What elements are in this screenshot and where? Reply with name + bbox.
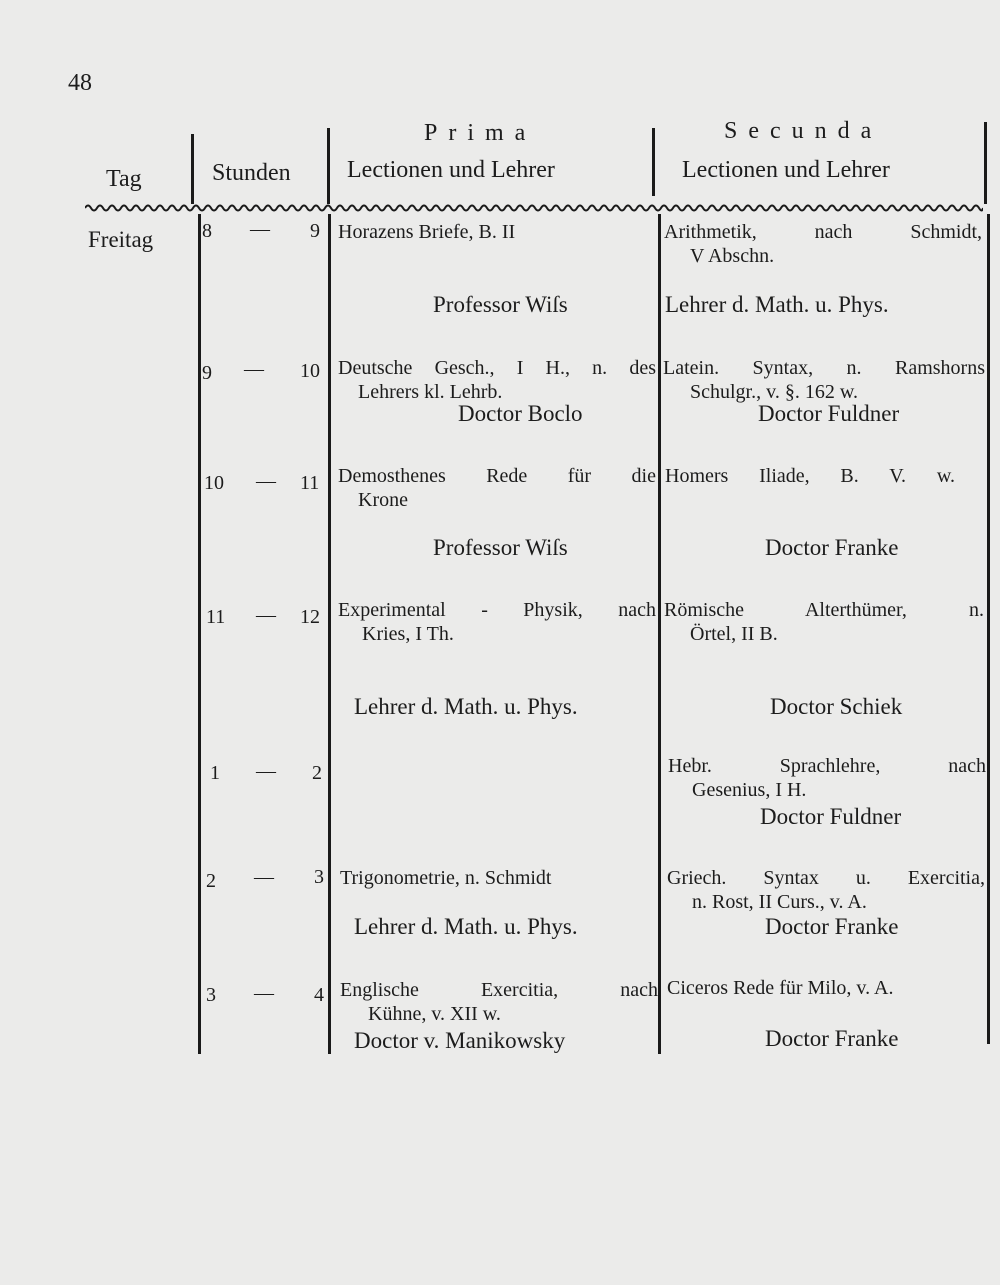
header-tag: Tag [106, 166, 142, 192]
hour-from: 8 [202, 220, 212, 242]
prima-lesson-line: Deutsche Gesch., I H., n. des [338, 357, 656, 379]
secunda-teacher: Doctor Franke [765, 1026, 899, 1051]
hour-from: 9 [202, 362, 212, 384]
day-label: Freitag [88, 227, 154, 252]
rule-body-1 [198, 214, 201, 1054]
secunda-lesson-line: Schulgr., v. §. 162 w. [690, 381, 858, 403]
secunda-lesson-line: n. Rost, II Curs., v. A. [692, 891, 867, 913]
secunda-lesson-line: Homers Iliade, B. V. w. [665, 465, 955, 487]
wavy-rule [85, 202, 983, 214]
secunda-teacher: Doctor Fuldner [760, 804, 902, 829]
prima-lesson-line: Demosthenes Rede für die [338, 465, 656, 487]
prima-lesson-line: Kries, I Th. [362, 623, 454, 645]
prima-teacher: Doctor Boclo [458, 401, 583, 426]
page-number: 48 [68, 70, 92, 96]
secunda-lesson-line: Hebr. Sprachlehre, nach [668, 755, 986, 777]
hour-dash: — [256, 604, 276, 626]
hour-to: 3 [314, 866, 324, 888]
header-secunda: Secunda [724, 118, 883, 144]
secunda-lesson-line: Örtel, II B. [690, 623, 778, 645]
hour-dash: — [250, 218, 270, 240]
hour-from: 2 [206, 870, 216, 892]
hour-from: 10 [204, 472, 224, 494]
rule-header-1 [191, 134, 194, 204]
rule-header-4 [984, 122, 987, 204]
prima-lesson-line: Krone [358, 489, 408, 511]
rule-body-3 [658, 214, 661, 1054]
hour-from: 11 [206, 606, 226, 628]
prima-teacher: Doctor v. Manikowsky [354, 1028, 566, 1053]
prima-lesson-line: Experimental - Physik, nach [338, 599, 656, 621]
hour-dash: — [254, 982, 274, 1004]
header-prima-sub: Lectionen und Lehrer [347, 157, 555, 183]
secunda-lesson-line: Ciceros Rede für Milo, v. A. [667, 977, 894, 999]
header-prima: Prima [424, 120, 537, 146]
secunda-teacher: Doctor Fuldner [758, 401, 900, 426]
hour-dash: — [254, 866, 274, 888]
hour-dash: — [256, 760, 276, 782]
rule-header-2 [327, 128, 330, 204]
prima-lesson-line: Trigonometrie, n. Schmidt [340, 867, 552, 889]
hour-to: 2 [312, 762, 322, 784]
rule-header-3 [652, 128, 655, 196]
secunda-lesson-line: V Abschn. [690, 245, 775, 267]
prima-teacher: Professor Wiſs [433, 292, 568, 317]
secunda-lesson-line: Arithmetik, nach Schmidt, [664, 221, 982, 243]
hour-from: 3 [206, 984, 216, 1006]
prima-teacher: Professor Wiſs [433, 535, 568, 560]
secunda-lesson-line: Gesenius, I H. [692, 779, 807, 801]
prima-lesson-line: Englische Exercitia, nach [340, 979, 658, 1001]
hour-to: 4 [314, 984, 324, 1006]
rule-body-2 [328, 214, 331, 1054]
hour-to: 11 [300, 472, 320, 494]
hour-from: 1 [210, 762, 220, 784]
secunda-lesson-line: Latein. Syntax, n. Ramshorns [663, 357, 985, 379]
secunda-teacher: Doctor Franke [765, 535, 899, 560]
hour-dash: — [244, 358, 264, 380]
prima-teacher: Lehrer d. Math. u. Phys. [354, 694, 578, 719]
prima-lesson-line: Kühne, v. XII w. [368, 1003, 501, 1025]
secunda-teacher: Lehrer d. Math. u. Phys. [665, 292, 889, 317]
hour-to: 9 [310, 220, 320, 242]
secunda-lesson-line: Römische Alterthümer, n. [664, 599, 984, 621]
prima-lesson-line: Lehrers kl. Lehrb. [358, 381, 503, 403]
prima-lesson-line: Horazens Briefe, B. II [338, 221, 516, 243]
prima-teacher: Lehrer d. Math. u. Phys. [354, 914, 578, 939]
hour-dash: — [256, 470, 276, 492]
header-secunda-sub: Lectionen und Lehrer [682, 157, 890, 183]
secunda-lesson-line: Griech. Syntax u. Exercitia, [667, 867, 985, 889]
hour-to: 12 [300, 606, 320, 628]
hour-to: 10 [300, 360, 320, 382]
secunda-teacher: Doctor Schiek [770, 694, 903, 719]
secunda-teacher: Doctor Franke [765, 914, 899, 939]
header-stunden: Stunden [212, 160, 291, 186]
rule-body-4 [987, 214, 990, 1044]
